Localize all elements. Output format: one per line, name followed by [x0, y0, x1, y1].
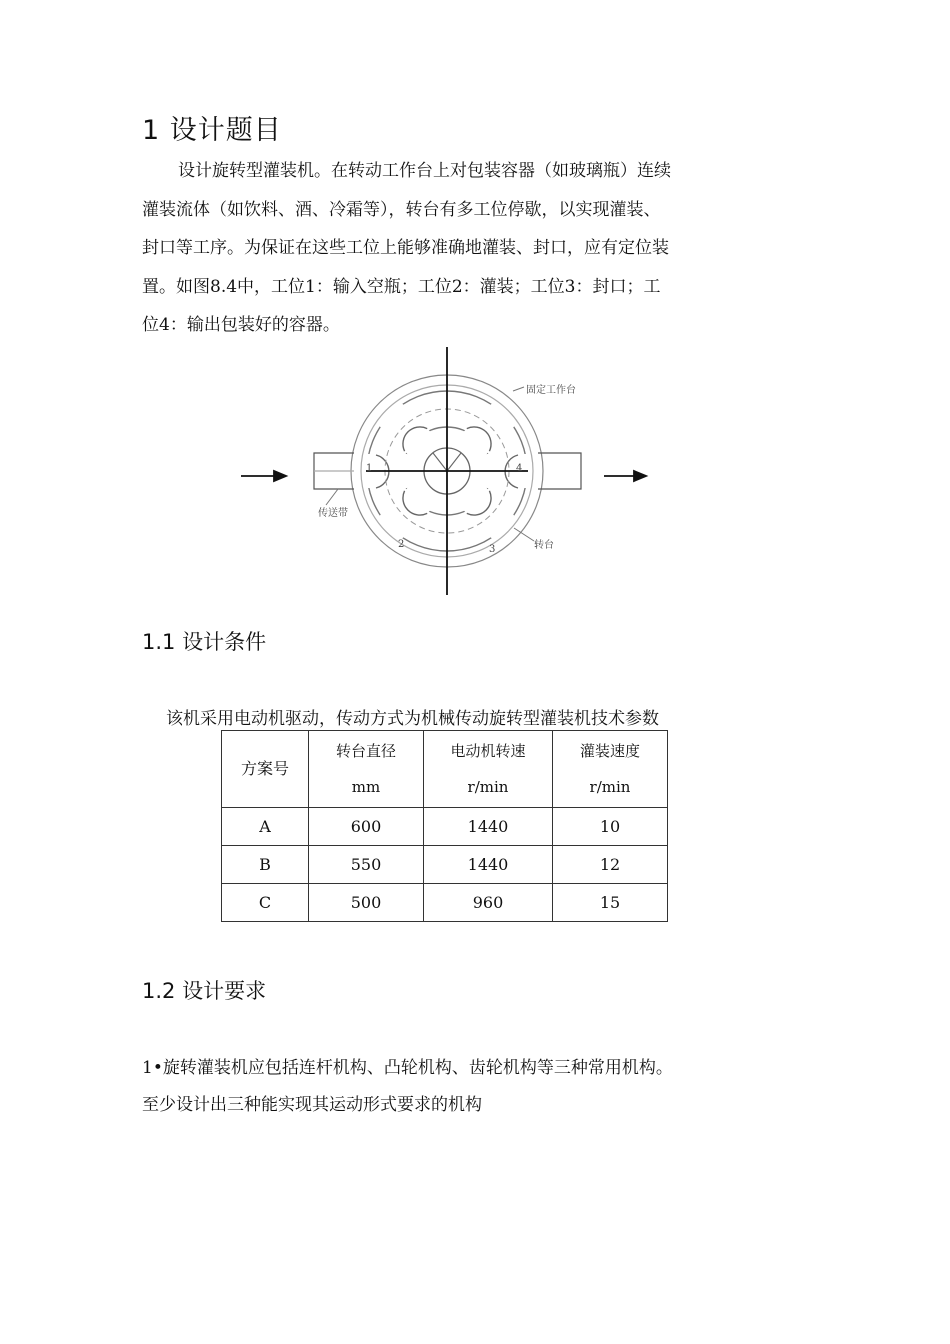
section-1-title: 1 设计题目	[142, 115, 282, 146]
table-cell: C	[222, 884, 309, 922]
table-cell: 1440	[424, 846, 553, 884]
table-cell: 600	[309, 808, 424, 846]
header-cell	[424, 731, 553, 808]
station-4-label: 4	[516, 463, 523, 474]
paragraph-line: 置。如图8.4中，工位1：输入空瓶；工位2：灌装；工位3：封口；工	[142, 276, 661, 297]
conveyor-right	[538, 453, 581, 489]
label-turntable: 转台	[534, 540, 554, 551]
table-caption: 该机采用电动机驱动，传动方式为机械传动旋转型灌装机技术参数	[166, 709, 659, 729]
header-name: 转台直径	[335, 742, 396, 760]
station-1-label: 1	[366, 463, 373, 474]
station-2-label: 2	[398, 539, 405, 550]
section-1-paragraph	[142, 152, 752, 345]
section-1-2-title: 1.2 设计要求	[142, 979, 267, 1003]
header-unit: mm	[351, 778, 381, 796]
table-cell: 15	[553, 884, 668, 922]
leader-lines	[326, 387, 534, 541]
table-header-row	[222, 731, 668, 808]
parameters-table	[221, 730, 668, 922]
table-cell: 500	[309, 884, 424, 922]
table-cell: 10	[553, 808, 668, 846]
paragraph-line: 设计旋转型灌装机。在转动工作台上对包装容器（如玻璃瓶）连续	[178, 161, 671, 181]
table-cell: 960	[424, 884, 553, 922]
table-cell: A	[222, 808, 309, 846]
header-cell	[553, 731, 668, 808]
conveyor-left	[314, 453, 354, 489]
header-cell	[222, 731, 309, 808]
table-cell: 12	[553, 846, 668, 884]
table-cell: 1440	[424, 808, 553, 846]
requirement-line: 至少设计出三种能实现其运动形式要求的机构	[142, 1095, 482, 1115]
table-row	[222, 846, 668, 884]
header-name: 方案号	[240, 759, 289, 778]
header-cell	[309, 731, 424, 808]
flow-arrows	[241, 471, 646, 481]
header-unit: r/min	[589, 778, 631, 796]
table-cell: 550	[309, 846, 424, 884]
table-cell: B	[222, 846, 309, 884]
center-crosshair	[366, 347, 528, 595]
paragraph-line: 灌装流体（如饮料、酒、冷霜等），转台有多工位停歇，以实现灌装、	[142, 199, 661, 220]
label-conveyor: 传送带	[318, 508, 348, 519]
paragraph-line: 封口等工序。为保证在这些工位上能够准确地灌装、封口，应有定位装	[142, 238, 669, 258]
table-row	[222, 808, 668, 846]
header-unit: r/min	[467, 778, 509, 796]
header-name: 电动机转速	[450, 742, 526, 760]
section-1-1-title: 1.1 设计条件	[142, 630, 267, 654]
rotary-filler-diagram	[236, 345, 656, 600]
label-fixed-table: 固定工作台	[526, 385, 576, 396]
requirement-line: 1•旋转灌装机应包括连杆机构、凸轮机构、齿轮机构等三种常用机构。	[142, 1058, 673, 1078]
requirements-text	[142, 1050, 673, 1124]
paragraph-line: 位4：输出包装好的容器。	[142, 315, 340, 335]
header-name: 灌装速度	[579, 742, 640, 760]
station-3-label: 3	[489, 544, 496, 555]
table-row	[222, 884, 668, 922]
